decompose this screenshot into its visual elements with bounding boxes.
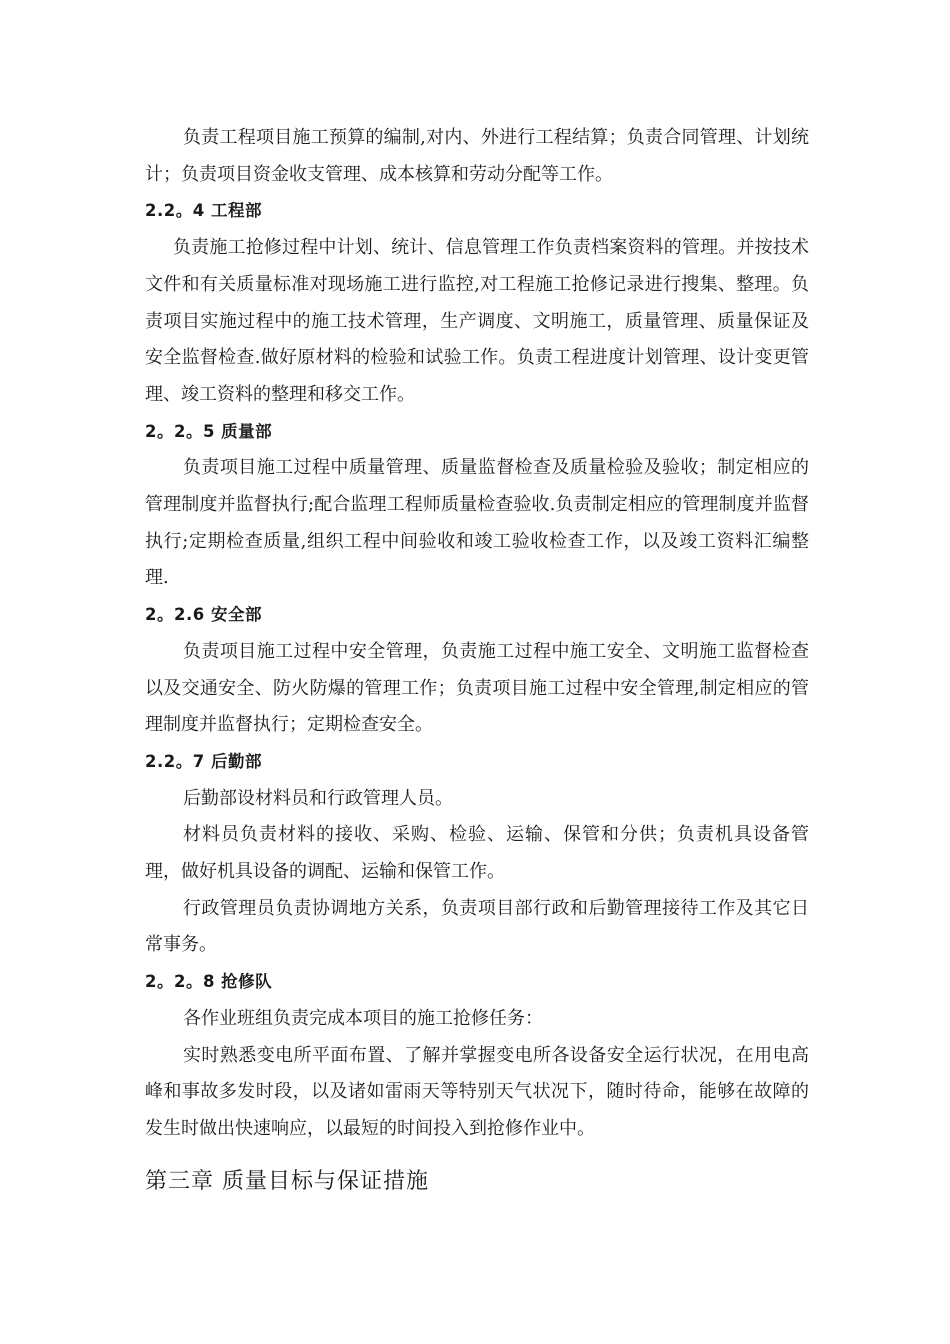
paragraph-repair-team: 各作业班组负责完成本项目的施工抢修任务： (183, 1007, 543, 1029)
section-heading-2-2-4: 2.2。4 工程部 (145, 201, 262, 221)
paragraph-engineering-dept: 负责施工抢修过程中计划、统计、信息管理工作负责档案资料的管理。并按技术文件和有关质量标准对现场施工进行监控,对工程施工抢修记录进行搜集、整理。负责项目实施过程中的施工技术管理，生产调度、文明施工，质量管理、质量保证及安全监督检查.做好原材料的检验和试验工作。负责工程进度计划管理、设计变更管理、竣工资料的整理和移交工作。 (145, 237, 809, 405)
document-body (145, 120, 809, 1202)
paragraph-materials-officer: 材料员负责材料的接收、采购、检验、运输、保管和分供；负责机具设备管理，做好机具设备的调配、运输和保管工作。 (145, 824, 809, 883)
paragraph-budget-duties: 负责工程项目施工预算的编制,对内、外进行工程结算；负责合同管理、计划统计；负责项目资金收支管理、成本核算和劳动分配等工作。 (145, 127, 809, 185)
section-heading-2-2-8: 2。2。8 抢修队 (145, 972, 273, 992)
section-heading-2-2-5: 2。2。5 质量部 (145, 421, 273, 441)
paragraph-repair-duties: 实时熟悉变电所平面布置、了解并掌握变电所各设备安全运行状况，在用电高峰和事故多发时段，以及诸如雷雨天等特别天气状况下，随时待命，能够在故障的发生时做出快速响应，以最短的时间投入到抢修作业中。 (145, 1044, 809, 1139)
section-heading-2-2-7: 2.2。7 后勤部 (145, 751, 262, 771)
paragraph-admin-officer: 行政管理员负责协调地方关系，负责项目部行政和后勤管理接待工作及其它日常事务。 (145, 897, 809, 956)
paragraph-safety-dept: 负责项目施工过程中安全管理，负责施工过程中施工安全、文明施工监督检查以及交通安全、防火防爆的管理工作；负责项目施工过程中安全管理,制定相应的管理制度并监督执行；定期检查安全。 (145, 640, 809, 736)
section-heading-2-2-6: 2。2.6 安全部 (145, 605, 262, 625)
paragraph-quality-dept: 负责项目施工过程中质量管理、质量监督检查及质量检验及验收；制定相应的管理制度并监督执行;配合监理工程师质量检查验收.负责制定相应的管理制度并监督执行;定期检查质量,组织工程中间验收和竣工验收检查工作，以及竣工资料汇编整理. (145, 457, 809, 589)
chapter-heading-3: 第三章 质量目标与保证措施 (145, 1168, 429, 1194)
paragraph-logistics-staff: 后勤部设材料员和行政管理人员。 (183, 787, 453, 809)
